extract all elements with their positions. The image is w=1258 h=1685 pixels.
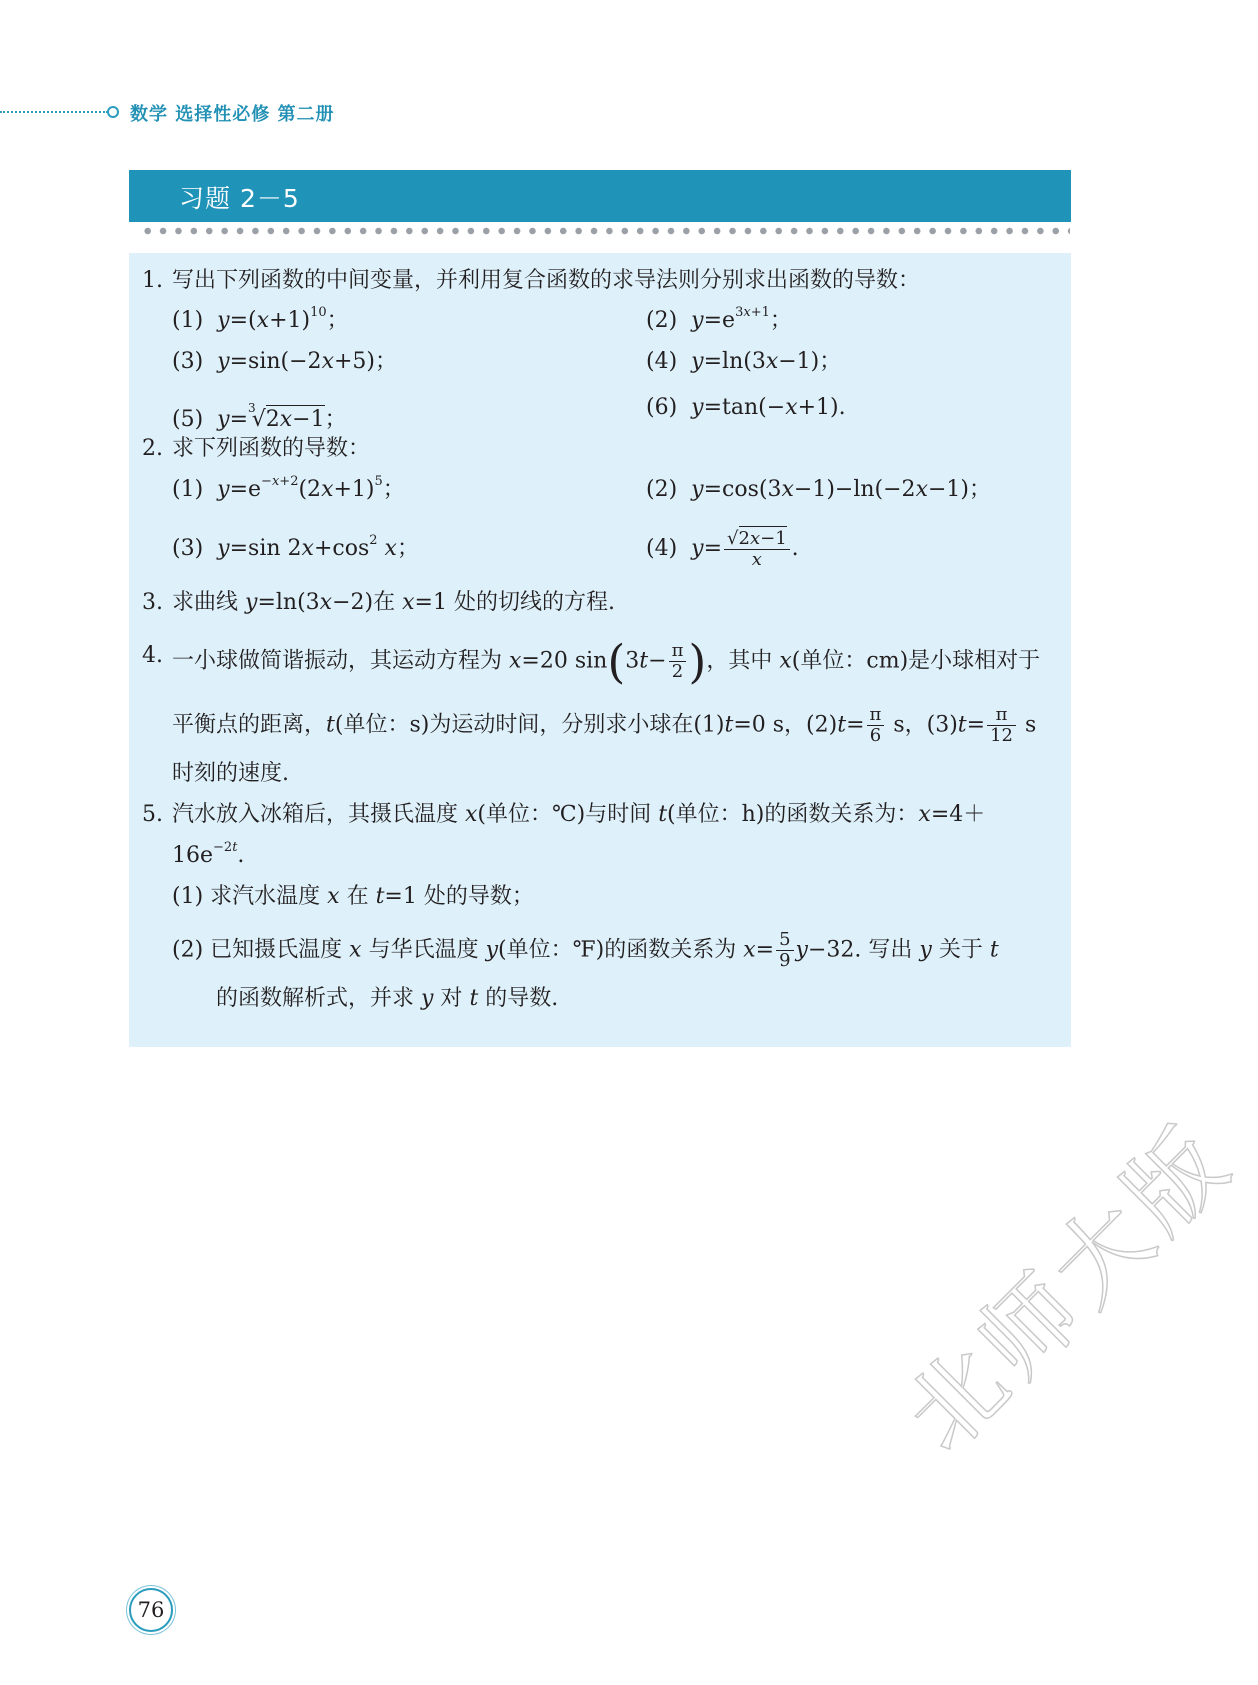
watermark: 北师大版 <box>884 1103 1254 1473</box>
problem-1-item-3: (3) y=sin(−2x+5)； <box>172 349 397 374</box>
problem-1-number: 1. <box>142 268 163 293</box>
problem-2-number: 2. <box>142 436 163 461</box>
problem-4-line-2: 平衡点的距离，t(单位：s)为运动时间，分别求小球在(1)t=0 s，(2)t= $\frac{\pi}{6}$ s，(3)t= $\frac{\pi}{12}$ s <box>172 704 1037 746</box>
problem-3-number: 3. <box>142 590 163 615</box>
problem-2-item-4: (4) y= $\frac{√2x-1}{x}$ . <box>646 527 799 570</box>
exercise-panel <box>129 253 1071 1047</box>
ring-icon <box>107 106 119 118</box>
problem-5-number: 5. <box>142 802 163 827</box>
problem-1-stem: 写出下列函数的中间变量，并利用复合函数的求导法则分别求出函数的导数： <box>172 268 921 293</box>
page-number: 76 <box>129 1588 173 1632</box>
problem-3-text: 求曲线 y=ln(3x−2)在 x=1 处的切线的方程. <box>172 590 615 615</box>
item-label: (1) <box>172 308 204 333</box>
problem-1-item-6: (6) y=tan(−x+1). <box>646 395 846 420</box>
problem-2-item-2: (2) y=cos(3x−1)−ln(−2x−1)； <box>646 477 991 502</box>
section-title: 习题 2－5 <box>179 184 300 213</box>
problem-2-item-3: (3) y=sin $2x+\cos^2$ x； <box>172 533 419 561</box>
problem-2-stem: 求下列函数的导数： <box>172 436 371 461</box>
problem-1-item-4: (4) y=ln(3x−1)； <box>646 349 842 374</box>
problem-5-sub-2-line-1: (2) 已知摄氏温度 x 与华氏温度 y(单位：℉)的函数关系为 x= $\frac{5}{9}$ y−32. 写出 y 关于 t <box>172 929 999 971</box>
item-label: (4) <box>646 349 678 374</box>
problem-4-line-1: 一小球做简谐振动，其运动方程为 x=20 sin(3t− $\frac{\pi}{2}$ )，其中 x(单位：cm)是小球相对于 <box>172 634 1041 689</box>
problem-5-line-2: $16e^{-2t}$. <box>172 840 245 868</box>
problem-4-line-3: 时刻的速度. <box>172 761 289 786</box>
dotted-rule <box>0 111 108 113</box>
problem-1-item-5: (5) y=$^3$√2x−1； <box>172 401 347 432</box>
problem-2-item-1: (1) $y=e^{-x+2}(2x+1)^5$； <box>172 474 405 502</box>
dotted-divider <box>140 226 1070 236</box>
item-label: (3) <box>172 349 204 374</box>
fraction: $\frac{√2x-1}{x}$ <box>724 529 790 570</box>
problem-5-line-1: 汽水放入冰箱后，其摄氏温度 x(单位：℃)与时间 t(单位：h)的函数关系为：x=4＋ <box>172 802 986 827</box>
problem-1-item-2: (2) $y=e^{3x+1}$； <box>646 305 792 333</box>
running-head <box>0 100 380 130</box>
section-banner <box>129 170 1071 222</box>
problem-4-number: 4. <box>142 643 163 668</box>
problem-5-sub-1: (1) 求汽水温度 x 在 t=1 处的导数； <box>172 884 534 909</box>
problem-5-sub-2-line-2: 的函数解析式，并求 y 对 t 的导数. <box>216 986 559 1011</box>
item-label: (5) <box>172 407 204 432</box>
item-label: (2) <box>646 308 678 333</box>
problem-1-item-1: (1) $y=(x+1)^{10}$； <box>172 305 349 333</box>
book-title: 数学 选择性必修 第二册 <box>130 104 335 125</box>
item-label: (6) <box>646 395 678 420</box>
